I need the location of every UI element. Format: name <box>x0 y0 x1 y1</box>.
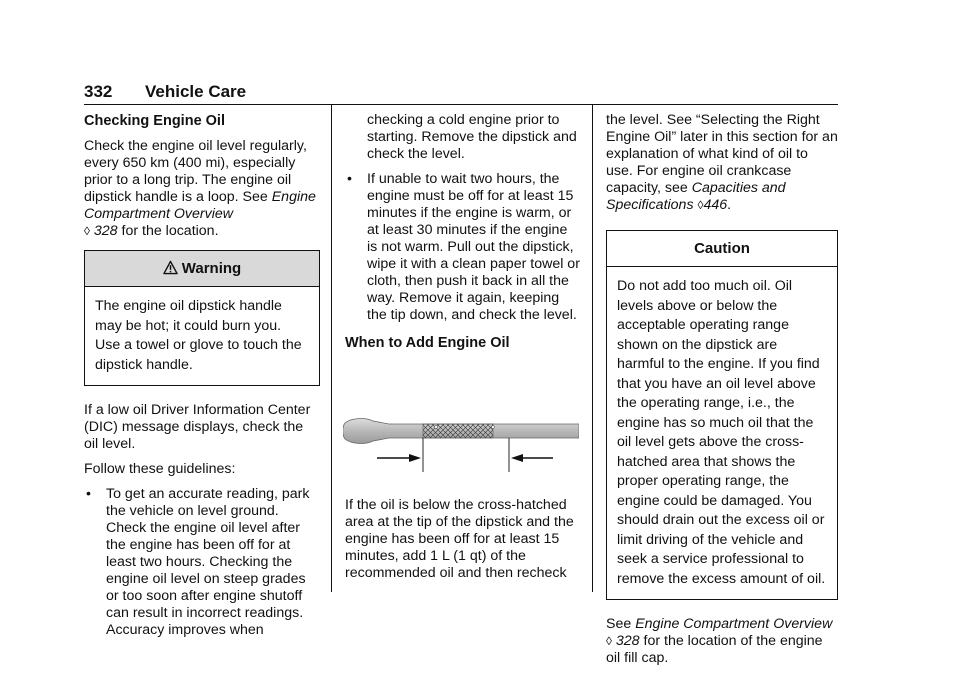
page-ref-icon: ◊ <box>84 224 90 238</box>
dipstick-illustration <box>343 410 579 474</box>
heading-checking-engine-oil: Checking Engine Oil <box>84 113 225 129</box>
intro-paragraph: Check the engine oil level regularly, every 650 km (400 mi), especially prior to a long trip. The engine oil dipstick handle is a loop. See Engine Compartment Overview ◊ 328 for the location. <box>84 138 316 239</box>
selecting-oil-paragraph: the level. See “Selecting the Right Engine Oil” later in this section for an explanation of what kind of oil to use. For engine oil crankcase capacity, see Capacities and Specifications ◊446. <box>606 112 838 213</box>
caution-header: Caution <box>607 231 837 267</box>
warning-icon <box>163 260 178 275</box>
heading-when-to-add-oil: When to Add Engine Oil <box>345 335 510 351</box>
column-divider <box>592 104 593 592</box>
list-item: • If unable to wait two hours, the engine must be off for at least 15 minutes if the engine is warm, or at least 30 minutes if the engine is not warm. Pull out the dipstick, wipe it with a clean paper towel or cloth, then push it back in all the way. Remove it again, keeping the tip down, and check the level. <box>347 171 580 323</box>
guidelines-intro: Follow these guidelines: <box>84 461 236 477</box>
dic-paragraph: If a low oil Driver Information Center (DIC) message displays, check the oil level. <box>84 402 311 452</box>
column-2 <box>345 112 581 590</box>
page-ref-icon: ◊ <box>697 198 704 212</box>
column-1 <box>84 112 320 647</box>
page-ref-328[interactable]: 328 <box>93 223 118 239</box>
page-ref-icon: ◊ <box>606 634 612 648</box>
caution-body: Do not add too much oil. Oil levels above or below the acceptable operating range shown on the dipstick are harmful to the engine. If you find that you have an oil level above the operating range, i.e., the engine has so much oil that the oil level gets above the cross-hatched area that shows the proper operating range, the engine could be damaged. You should drain out the excess oil or limit driving of the vehicle and seek a service professional to remove the excess amount of oil. <box>617 278 826 587</box>
warning-box <box>84 250 320 386</box>
warning-title: Warning <box>181 260 242 277</box>
fill-cap-paragraph: See Engine Compartment Overview ◊ 328 for the location of the engine oil fill cap. <box>606 616 833 666</box>
page-ref-328[interactable]: 328 <box>615 633 640 649</box>
page-header <box>84 82 838 105</box>
section-title: Vehicle Care <box>145 82 247 101</box>
column-3 <box>606 112 838 675</box>
list-item-continued: checking a cold engine prior to starting. Remove the dipstick and check the level. <box>367 112 577 162</box>
list-item: • To get an accurate reading, park the vehicle on level ground. Check the engine oil level after the engine has been off for at least two hours. Checking the engine oil level on steep grades or too soon after engine shutoff can result in incorrect readings. Accuracy improves when <box>86 486 310 638</box>
page-ref-446[interactable]: 446 <box>703 197 728 213</box>
link-capacities-specifications[interactable]: Capacities and Specifications <box>606 180 786 213</box>
caution-box <box>606 230 838 600</box>
bullet-icon: • <box>86 486 91 502</box>
warning-header <box>85 251 319 287</box>
column-divider <box>331 104 332 592</box>
below-crosshatch-paragraph: If the oil is below the cross-hatched area at the tip of the dipstick and the engine has been off for at least 15 minutes, add 1 L (1 qt) of the recommended oil and then recheck <box>345 497 574 581</box>
page-number: 332 <box>84 82 113 101</box>
warning-body: The engine oil dipstick handle may be hot; it could burn you. Use a towel or glove to touch the dipstick handle. <box>95 298 302 373</box>
link-engine-compartment-overview[interactable]: Engine Compartment Overview <box>84 189 316 222</box>
link-engine-compartment-overview[interactable]: Engine Compartment Overview <box>635 616 833 632</box>
bullet-icon: • <box>347 171 352 187</box>
